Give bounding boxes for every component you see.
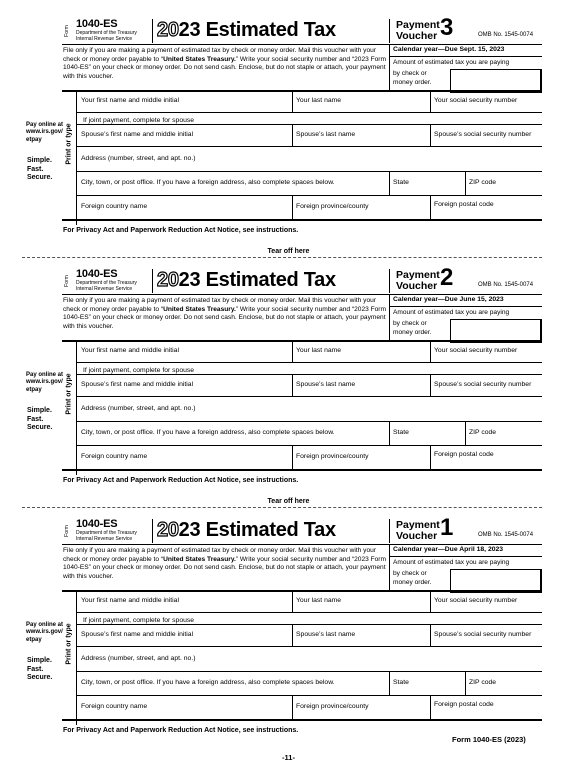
foreign-province-field[interactable]: Foreign province/county <box>296 703 369 710</box>
voucher-number: 3 <box>440 14 454 41</box>
joint-payment-note: If joint payment, complete for spouse <box>83 117 195 124</box>
page-number: -11- <box>282 753 295 762</box>
last-name-field[interactable]: Your last name <box>296 347 342 354</box>
payment-voucher <box>0 514 577 748</box>
form-title: 2023 Estimated Tax <box>157 19 336 41</box>
foreign-country-field[interactable]: Foreign country name <box>81 453 148 460</box>
payment-voucher-label: Payment Voucher <box>396 519 440 542</box>
last-name-field[interactable]: Your last name <box>296 597 342 604</box>
pay-online-note: Pay online at www.irs.gov/ etpay <box>26 372 64 393</box>
spouse-last-name-field[interactable]: Spouse’s last name <box>296 381 356 388</box>
tear-off-label: Tear off here <box>267 498 310 505</box>
voucher-instructions: File only if you are making a payment of estimated tax by check or money order. Mail this voucher with your check or money order payable to “United States Treasury.” Write your social security number and “2023 Form 1040-ES” on your check or money order. Do not send cash. Enclose, but do not staple or attach, your payment with this voucher. <box>63 297 386 330</box>
form-title: 2023 Estimated Tax <box>157 269 336 291</box>
payment-voucher-label: Payment Voucher <box>396 269 440 292</box>
tear-off-line <box>22 257 542 258</box>
foreign-province-field[interactable]: Foreign province/county <box>296 453 369 460</box>
payment-voucher <box>0 264 577 498</box>
voucher-number: 2 <box>440 264 454 291</box>
pay-online-note: Pay online at www.irs.gov/ etpay <box>26 122 64 143</box>
address-field[interactable]: Address (number, street, and apt. no.) <box>81 655 196 662</box>
form-footer-label: Form 1040-ES (2023) <box>452 735 526 744</box>
payment-voucher-label: Payment Voucher <box>396 19 440 42</box>
tear-off-label: Tear off here <box>267 248 310 255</box>
form-number: 1040-ES <box>76 268 118 280</box>
payment-voucher <box>0 14 577 248</box>
due-date: Calendar year—Due Sept. 15, 2023 <box>393 46 505 53</box>
foreign-country-field[interactable]: Foreign country name <box>81 703 148 710</box>
by-check-label: by check or money order. <box>393 70 432 86</box>
foreign-country-field[interactable]: Foreign country name <box>81 203 148 210</box>
joint-payment-note: If joint payment, complete for spouse <box>83 367 195 374</box>
by-check-label: by check or money order. <box>393 570 432 586</box>
amount-label: Amount of estimated tax you are paying <box>393 559 510 566</box>
privacy-notice: For Privacy Act and Paperwork Reduction Act Notice, see instructions. <box>63 477 299 484</box>
form-number: 1040-ES <box>76 518 118 530</box>
form-word: Form <box>64 275 70 287</box>
form-word: Form <box>64 525 70 537</box>
due-date: Calendar year—Due April 18, 2023 <box>393 546 504 553</box>
zip-field[interactable]: ZIP code <box>469 179 497 186</box>
city-field[interactable]: City, town, or post office. If you have a foreign address, also complete spaces below. <box>81 679 335 686</box>
joint-payment-note: If joint payment, complete for spouse <box>83 617 195 624</box>
spouse-ssn-field[interactable]: Spouse’s social security number <box>434 381 532 388</box>
simple-fast-secure: Simple. Fast. Secure. <box>27 157 53 182</box>
city-field[interactable]: City, town, or post office. If you have a foreign address, also complete spaces below. <box>81 179 335 186</box>
address-field[interactable]: Address (number, street, and apt. no.) <box>81 405 196 412</box>
spouse-last-name-field[interactable]: Spouse’s last name <box>296 131 356 138</box>
state-field[interactable]: State <box>393 679 409 686</box>
omb-number: OMB No. 1545-0074 <box>478 282 534 288</box>
by-check-label: by check or money order. <box>393 320 432 336</box>
state-field[interactable]: State <box>393 179 409 186</box>
form-number: 1040-ES <box>76 18 118 30</box>
due-date: Calendar year—Due June 15, 2023 <box>393 296 504 303</box>
print-or-type-label: Print or type <box>65 373 73 415</box>
city-field[interactable]: City, town, or post office. If you have a foreign address, also complete spaces below. <box>81 429 335 436</box>
privacy-notice: For Privacy Act and Paperwork Reduction Act Notice, see instructions. <box>63 727 299 734</box>
pay-online-note: Pay online at www.irs.gov/ etpay <box>26 622 64 643</box>
ssn-field[interactable]: Your social security number <box>434 597 518 604</box>
simple-fast-secure: Simple. Fast. Secure. <box>27 407 53 432</box>
print-or-type-label: Print or type <box>65 123 73 165</box>
print-or-type-label: Print or type <box>65 623 73 665</box>
ssn-field[interactable]: Your social security number <box>434 97 518 104</box>
privacy-notice: For Privacy Act and Paperwork Reduction Act Notice, see instructions. <box>63 227 299 234</box>
spouse-ssn-field[interactable]: Spouse’s social security number <box>434 131 532 138</box>
voucher-instructions: File only if you are making a payment of estimated tax by check or money order. Mail this voucher with your check or money order payable to “United States Treasury.” Write your social security number and “2023 Form 1040-ES” on your check or money order. Do not send cash. Enclose, but do not staple or attach, your payment with this voucher. <box>63 547 386 580</box>
spouse-ssn-field[interactable]: Spouse’s social security number <box>434 631 532 638</box>
spouse-first-name-field[interactable]: Spouse’s first name and middle initial <box>81 131 194 138</box>
first-name-field[interactable]: Your first name and middle initial <box>81 347 179 354</box>
form-title: 2023 Estimated Tax <box>157 519 336 541</box>
tear-off-line <box>22 507 542 508</box>
foreign-postal-field[interactable]: Foreign postal code <box>434 451 494 458</box>
department: Department of the Treasury Internal Revenue Service <box>76 280 137 292</box>
last-name-field[interactable]: Your last name <box>296 97 342 104</box>
voucher-instructions: File only if you are making a payment of estimated tax by check or money order. Mail this voucher with your check or money order payable to “United States Treasury.” Write your social security number and “2023 Form 1040-ES” on your check or money order. Do not send cash. Enclose, but do not staple or attach, your payment with this voucher. <box>63 47 386 80</box>
first-name-field[interactable]: Your first name and middle initial <box>81 597 179 604</box>
omb-number: OMB No. 1545-0074 <box>478 532 534 538</box>
ssn-field[interactable]: Your social security number <box>434 347 518 354</box>
foreign-province-field[interactable]: Foreign province/county <box>296 203 369 210</box>
address-field[interactable]: Address (number, street, and apt. no.) <box>81 155 196 162</box>
amount-label: Amount of estimated tax you are paying <box>393 309 510 316</box>
foreign-postal-field[interactable]: Foreign postal code <box>434 701 494 708</box>
spouse-first-name-field[interactable]: Spouse’s first name and middle initial <box>81 631 194 638</box>
zip-field[interactable]: ZIP code <box>469 679 497 686</box>
first-name-field[interactable]: Your first name and middle initial <box>81 97 179 104</box>
spouse-first-name-field[interactable]: Spouse’s first name and middle initial <box>81 381 194 388</box>
department: Department of the Treasury Internal Revenue Service <box>76 530 137 542</box>
form-word: Form <box>64 25 70 37</box>
voucher-number: 1 <box>440 514 454 541</box>
department: Department of the Treasury Internal Revenue Service <box>76 30 137 42</box>
foreign-postal-field[interactable]: Foreign postal code <box>434 201 494 208</box>
state-field[interactable]: State <box>393 429 409 436</box>
spouse-last-name-field[interactable]: Spouse’s last name <box>296 631 356 638</box>
omb-number: OMB No. 1545-0074 <box>478 32 534 38</box>
simple-fast-secure: Simple. Fast. Secure. <box>27 657 53 682</box>
amount-label: Amount of estimated tax you are paying <box>393 59 510 66</box>
zip-field[interactable]: ZIP code <box>469 429 497 436</box>
